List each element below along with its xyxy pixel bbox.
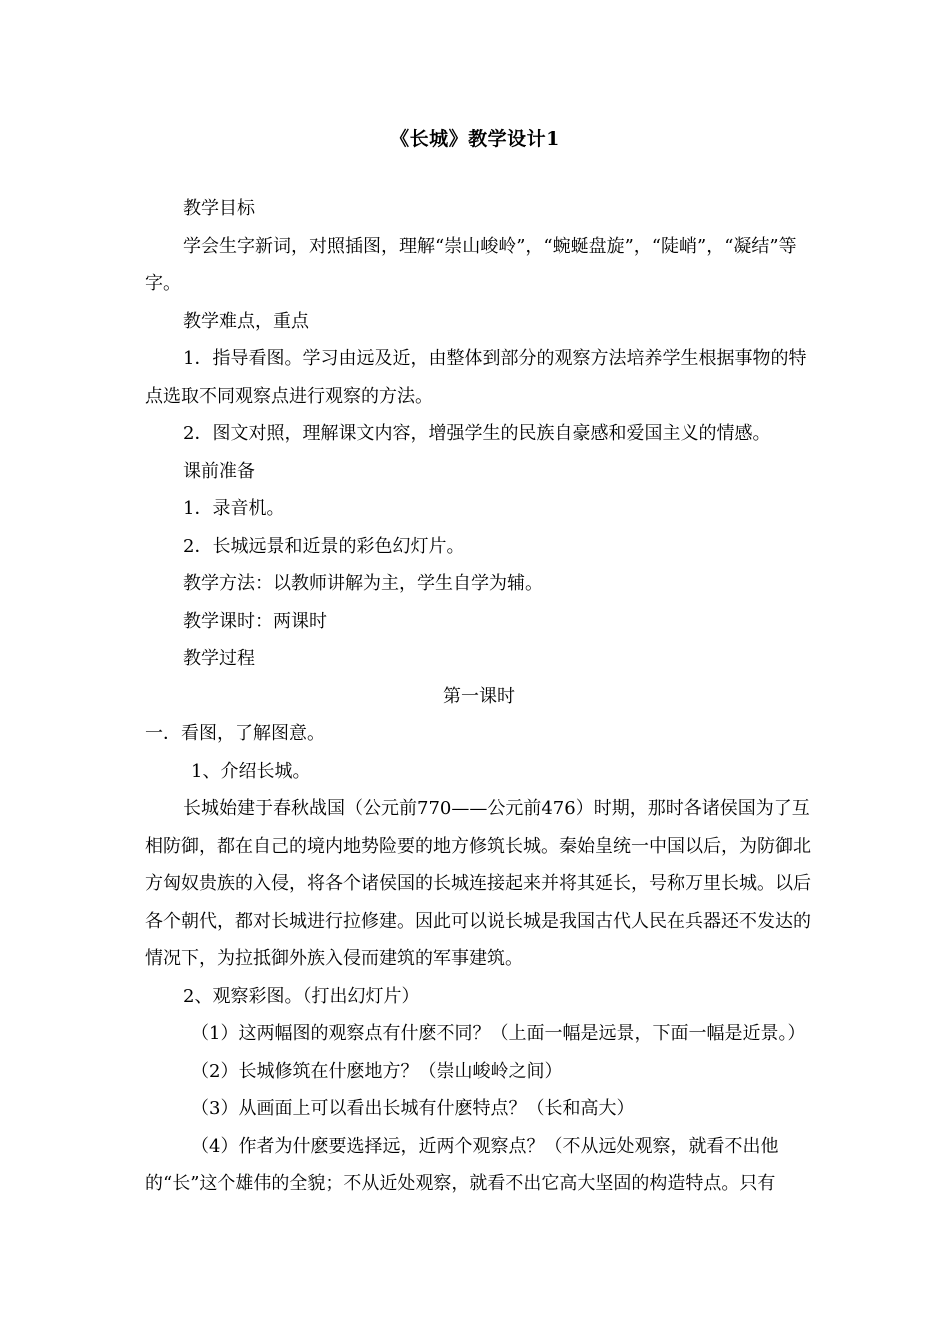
question-3: （3）从画面上可以看出长城有什麽特点？（长和高大） bbox=[191, 1098, 635, 1119]
heading-difficulties: 教学难点，重点 bbox=[183, 310, 309, 332]
heading-preparation: 课前准备 bbox=[183, 460, 255, 482]
paragraph-goals-text: 学会生字新词，对照插图，理解“崇山峻岭”，“蜿蜒盘旋”，“陡峭”，“凝结”等字。 bbox=[145, 235, 797, 294]
subsection-introduce-great-wall: 1、介绍长城。 bbox=[191, 760, 311, 782]
paragraph-difficulty-1: 1．指导看图。学习由远及近，由整体到部分的观察方法培养学生根据事物的特点选取不同观察点进行观察的方法。 bbox=[145, 348, 807, 407]
subsection-observe-pictures: 2、观察彩图。（打出幻灯片） bbox=[183, 985, 420, 1007]
paragraph-method: 教学方法：以教师讲解为主，学生自学为辅。 bbox=[183, 573, 543, 594]
heading-teaching-goals: 教学目标 bbox=[183, 198, 255, 219]
question-2: （2）长城修筑在什麽地方？（崇山峻岭之间） bbox=[191, 1060, 563, 1082]
paragraph-hours: 教学课时：两课时 bbox=[183, 610, 327, 632]
document-title: 《长城》教学设计1 bbox=[390, 128, 560, 150]
document-body bbox=[145, 190, 813, 1203]
paragraph-prep-2: 2．长城远景和近景的彩色幻灯片。 bbox=[183, 535, 465, 557]
question-1: （1）这两幅图的观察点有什麽不同？（上面一幅是远景，下面一幅是近景。） bbox=[191, 1023, 806, 1044]
question-4: （4）作者为什麽要选择远，近两个观察点？（不从远处观察，就看不出他的“长”这个雄伟的全貌；不从近处观察，就看不出它高大坚固的构造特点。只有 bbox=[145, 1135, 779, 1194]
paragraph-difficulty-2: 2．图文对照，理解课文内容，增强学生的民族自豪感和爱国主义的情感。 bbox=[183, 423, 771, 444]
paragraph-prep-1: 1．录音机。 bbox=[183, 498, 285, 519]
section-look-at-picture: 一．看图，了解图意。 bbox=[145, 723, 325, 744]
paragraph-great-wall-history: 长城始建于春秋战国（公元前770——公元前476）时期，那时各诸侯国为了互相防御，都在自己的境内地势险要的地方修筑长城。秦始皇统一中国以后，为防御北方匈奴贵族的入侵，将各个诸侯国的长城连接起来并将其延长，号称万里长城。以后各个朝代，都对长城进行拉修建。因此可以说长城是我国古代人民在兵器还不发达的情况下，为拉抵御外族入侵而建筑的军事建筑。 bbox=[145, 798, 811, 969]
heading-first-lesson: 第一课时 bbox=[443, 685, 515, 707]
heading-process: 教学过程 bbox=[183, 648, 255, 669]
